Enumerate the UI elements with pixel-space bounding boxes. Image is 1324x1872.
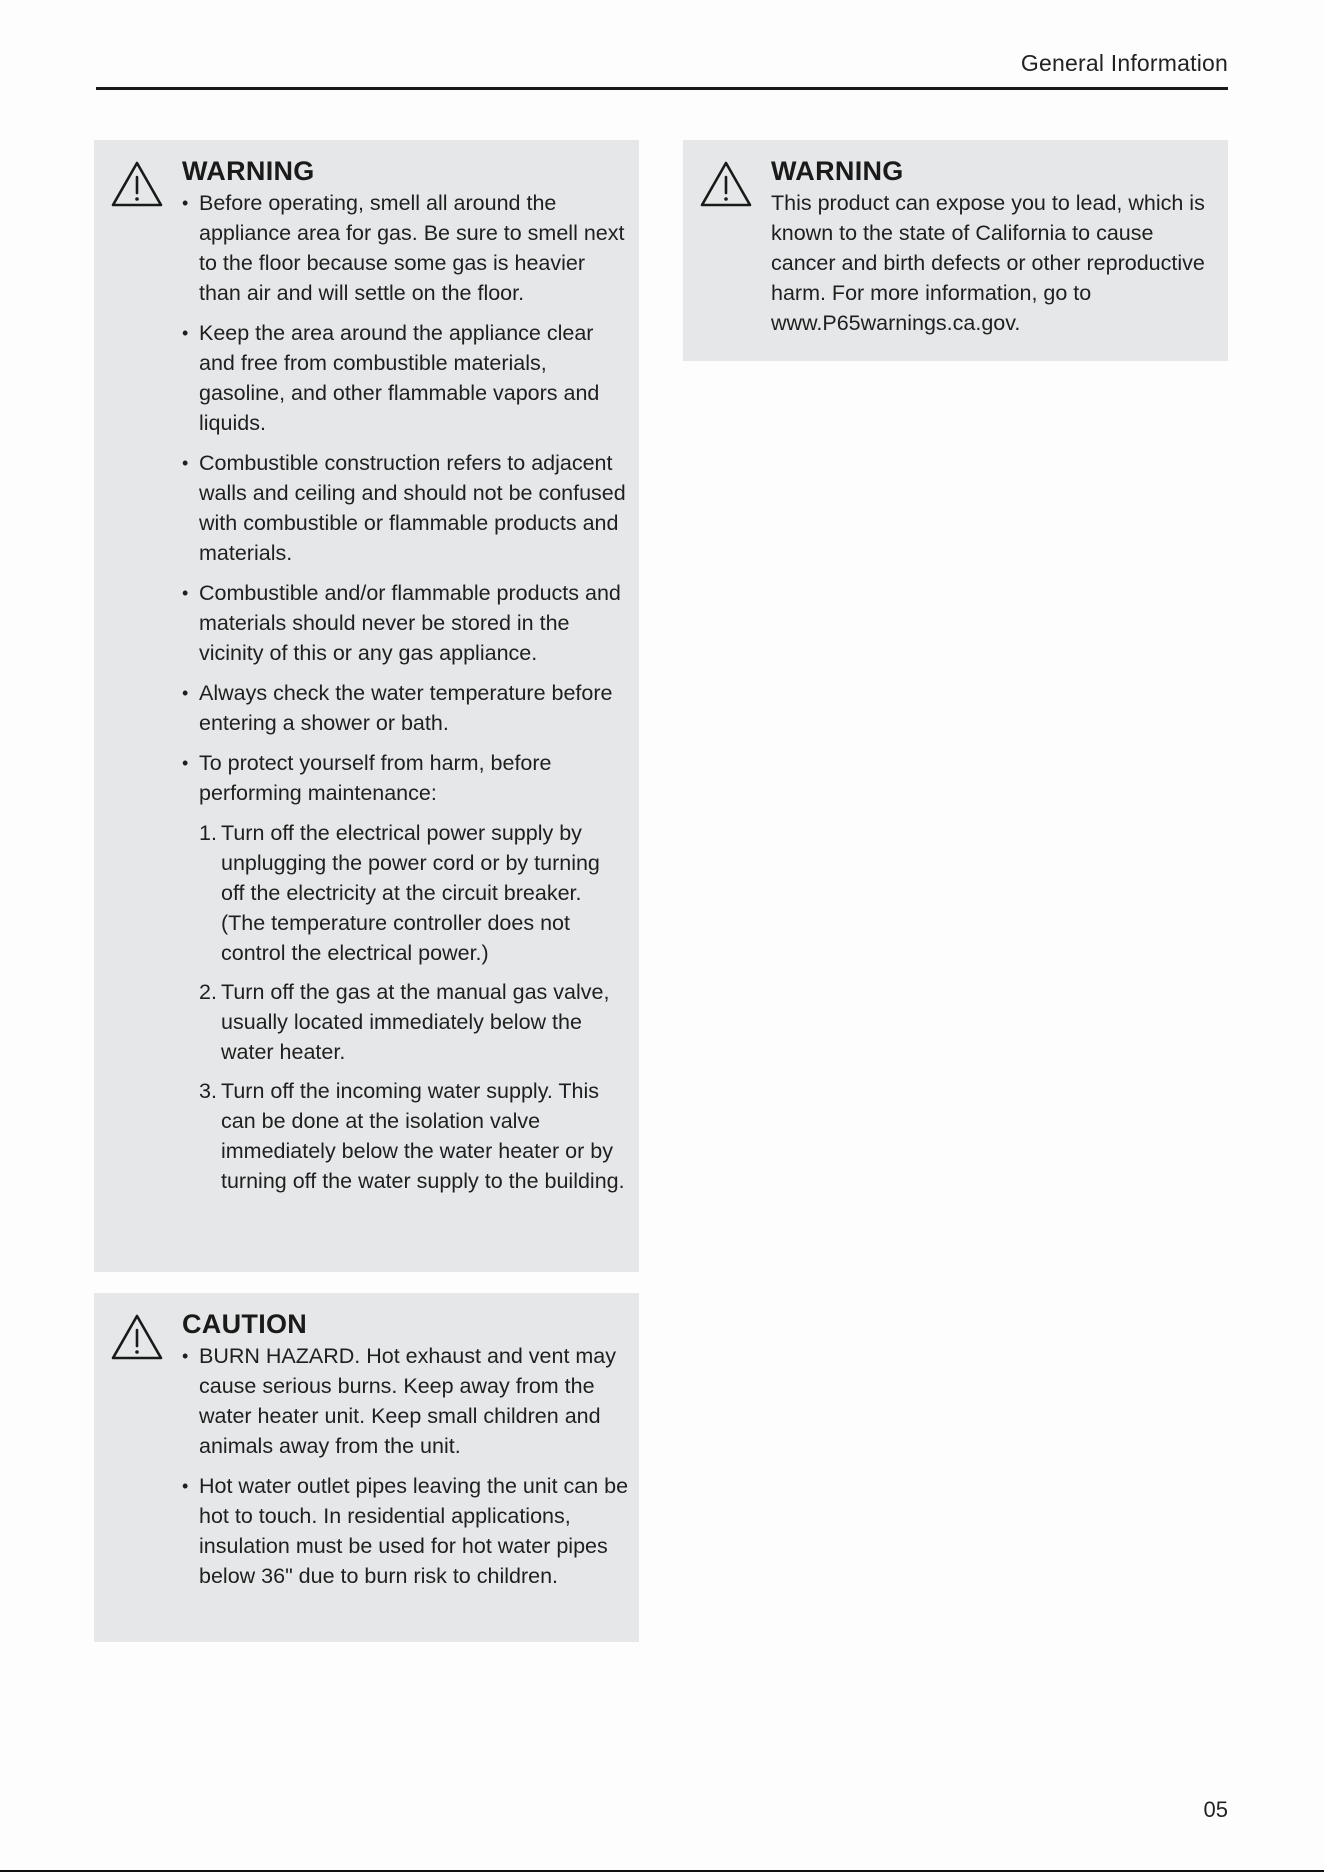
warning-box-left bbox=[94, 140, 639, 1272]
step-number: 1. bbox=[199, 821, 217, 845]
page-number: 05 bbox=[1203, 1797, 1228, 1822]
step-number: 3. bbox=[199, 1079, 217, 1103]
warning-bullet: • Always check the water temperature before entering a shower or bath. bbox=[182, 678, 629, 738]
warning-box-right bbox=[683, 140, 1228, 361]
warning-bullet: • Before operating, smell all around the appliance area for gas. Be sure to smell next to the floor because some gas is heavier than air and will settle on the floor. bbox=[182, 188, 629, 308]
step-number: 2. bbox=[199, 980, 217, 1004]
warning-heading: WARNING bbox=[182, 156, 315, 186]
caution-bullet-list bbox=[182, 1341, 629, 1591]
maintenance-step bbox=[199, 1076, 629, 1196]
warning-bullet: • Combustible and/or flammable products and materials should never be stored in the vicinity of this or any gas appliance. bbox=[182, 578, 629, 668]
step-text: Turn off the incoming water supply. This can be done at the isolation valve immediately below the water heater or by turning off the water supply to the building. bbox=[221, 1079, 625, 1193]
caution-bullet: • BURN HAZARD. Hot exhaust and vent may cause serious burns. Keep away from the water heater unit. Keep small children and animals away from the unit. bbox=[182, 1341, 629, 1461]
header-title: General Information bbox=[1020, 50, 1228, 76]
caution-heading: CAUTION bbox=[182, 1309, 308, 1339]
step-text: Turn off the electrical power supply by unplugging the power cord or by turning off the electricity at the circuit breaker. (The temperature controller does not control the electrical power.) bbox=[221, 821, 600, 965]
maintenance-step bbox=[199, 977, 629, 1067]
warning-triangle-icon bbox=[699, 160, 753, 210]
warning-triangle-icon bbox=[110, 160, 164, 210]
warning-bullet: • Keep the area around the appliance clear and free from combustible materials, gasoline, and other flammable vapors and liquids. bbox=[182, 318, 629, 438]
maintenance-steps-list bbox=[199, 818, 629, 1196]
warning-heading: WARNING bbox=[771, 156, 904, 186]
maintenance-step bbox=[199, 818, 629, 968]
warning-bullet: • To protect yourself from harm, before performing maintenance: bbox=[182, 748, 629, 808]
caution-bullet: • Hot water outlet pipes leaving the unit can be hot to touch. In residential applications, insulation must be used for hot water pipes below 36" due to burn risk to children. bbox=[182, 1471, 629, 1591]
warning-triangle-icon bbox=[110, 1313, 164, 1363]
caution-box bbox=[94, 1293, 639, 1642]
step-text: Turn off the gas at the manual gas valve, usually located immediately below the water heater. bbox=[221, 980, 610, 1064]
warning-bullet-list bbox=[182, 188, 629, 808]
warning-bullet: • Combustible construction refers to adjacent walls and ceiling and should not be confused with combustible or flammable products and materials. bbox=[182, 448, 629, 568]
prop65-warning-text: This product can expose you to lead, which is known to the state of California to cause cancer and birth defects or other reproductive harm. For more information, go to www.P65warnings.ca.gov. bbox=[771, 191, 1205, 335]
header-rule bbox=[96, 87, 1228, 90]
